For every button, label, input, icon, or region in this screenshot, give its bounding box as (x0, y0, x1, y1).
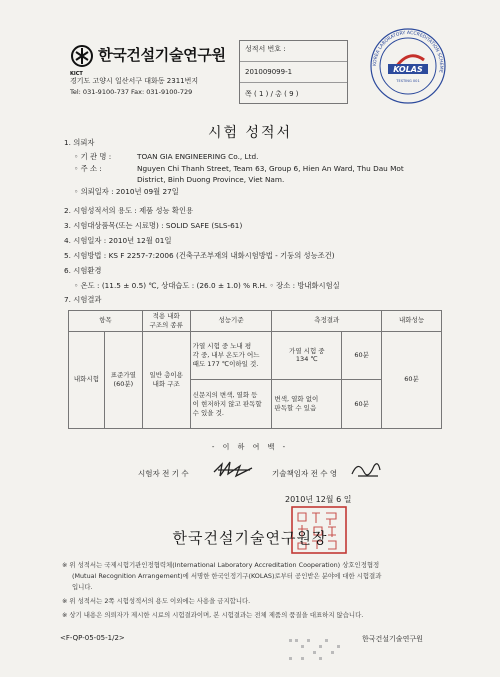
header-performance: 내화성능 (382, 311, 442, 332)
section-4: 4. 시험일자 : 2010년 12월 01일 (64, 236, 172, 245)
page-title: 시험 성적서 (207, 125, 293, 141)
manager-signature-icon (348, 458, 384, 484)
results-table (68, 310, 442, 429)
addr-line1: Nguyen Chi Thanh Street, Team 63, Group 6, Hien An Ward, Thu Dau Mot (137, 164, 404, 173)
cell-result-1: 가열 시험 중 134 ℃ (272, 331, 342, 380)
tester-signature-icon (210, 458, 260, 480)
footer-org: 한국건설기술연구원 (362, 635, 423, 643)
section-3: 3. 시험대상품목(또는 시료명) : SOLID SAFE (SLS-61) (64, 221, 243, 230)
org-value: TOAN GIA ENGINEERING Co., Ltd. (137, 152, 259, 161)
kict-logo-icon (70, 44, 94, 68)
section-1: 1. 의뢰자 (64, 138, 95, 147)
kolas-sub-text: TESTING 001 (396, 79, 420, 83)
header-item: 항목 (69, 311, 143, 332)
tester-sign: 시험자 전 기 수 (138, 469, 189, 478)
header-criteria: 성능기준 (190, 311, 272, 332)
cell-result-2: 변색, 열화 없이 판독할 수 있음 (272, 380, 342, 429)
addr-line2: District, Binh Duong Province, Viet Nam. (137, 175, 285, 184)
org-address: 경기도 고양시 일산서구 대화동 2311번지 (70, 77, 199, 85)
cert-number-label: 성적서 번호 : (245, 45, 286, 53)
section-6: 6. 시험환경 (64, 266, 102, 275)
table-header-row (69, 311, 442, 332)
note-line-1: ※ 위 성적서는 국제시험기관인정협력체(International Laboratory Accreditation Cooperation) 상호인정협정 (62, 561, 380, 569)
note-line-2: (Mutual Recognition Arrangement)에 서명한 한국인정기구(KOLAS)로부터 공인받은 분야에 대한 시험결과 (72, 572, 382, 580)
cell-item: 내화시험 (69, 331, 105, 428)
issue-date: 2010년 12월 6 일 (285, 495, 352, 504)
header-result: 측정결과 (272, 311, 382, 332)
section-7: 7. 시험결과 (64, 295, 102, 304)
logo-text: KICT (70, 71, 83, 77)
certificate-number-box (239, 40, 348, 104)
cert-number-value: 201009099-1 (240, 62, 347, 83)
org-tel: Tel: 031-9100-737 Fax: 031-9100-729 (70, 88, 193, 96)
end-mark: - 이 하 여 백 - (211, 443, 289, 451)
cell-type: 일반 층이용 내화 구조 (142, 331, 190, 428)
header-type: 적용 내화 구조의 종류 (142, 311, 190, 332)
cell-criteria-2: 신문지의 변색, 열화 등 이 현저하지 않고 판독할 수 있을 것. (190, 380, 272, 429)
section-5: 5. 시험방법 : KS F 2257-7:2006 (건축구조부재의 내화시험방법 - 기둥의 성능조건) (64, 251, 335, 260)
barcode-pattern-icon (287, 635, 347, 665)
kolas-logo-text: KOLAS (393, 65, 423, 74)
director-title: 한국건설기술연구원장 (172, 529, 328, 547)
form-number: <F-QP-05-05-1/2> (60, 634, 125, 642)
table-row (69, 331, 442, 380)
kolas-logo-icon (368, 26, 448, 106)
section-2: 2. 시험성적서의 용도 : 제품 성능 확인용 (64, 206, 194, 215)
addr-label: ◦ 주 소 : (74, 164, 102, 173)
request-date: ◦ 의뢰일자 : 2010년 09월 27일 (74, 187, 179, 196)
org-name: 한국건설기술연구원 (98, 46, 226, 64)
environment: ◦ 온도 : (11.5 ± 0.5) ℃, 상대습도 : (26.0 ± 1.0) % R.H. ◦ 장소 : 방내화시험실 (74, 281, 340, 290)
cell-time-2: 60분 (342, 380, 382, 429)
note-line-5: ※ 상기 내용은 의뢰자가 제시한 시료의 시험결과이며, 본 시험결과는 전체 제품의 품질을 대표하지 않습니다. (62, 611, 364, 619)
manager-sign: 기술책임자 전 수 영 (272, 469, 338, 478)
cell-sub-item: 표준가열 (60분) (104, 331, 142, 428)
note-line-3: 입니다. (72, 583, 93, 591)
note-line-4: ※ 위 성적서는 2쪽 시험성적서의 용도 이외에는 사용을 금지합니다. (62, 597, 251, 605)
cell-performance: 60분 (382, 331, 442, 428)
org-label: ◦ 기 관 명 : (74, 152, 112, 161)
page-info: 쪽 ( 1 ) / 총 ( 9 ) (245, 90, 299, 98)
kolas-ring-text: KOREA LABORATORY ACCREDITATION SCHEME (372, 30, 444, 74)
cell-time-1: 60분 (342, 331, 382, 380)
cell-criteria-1: 가열 시험 중 노내 평 각 중, 내부 온도가 어느 때도 177 ℃이하일 것. (190, 331, 272, 380)
